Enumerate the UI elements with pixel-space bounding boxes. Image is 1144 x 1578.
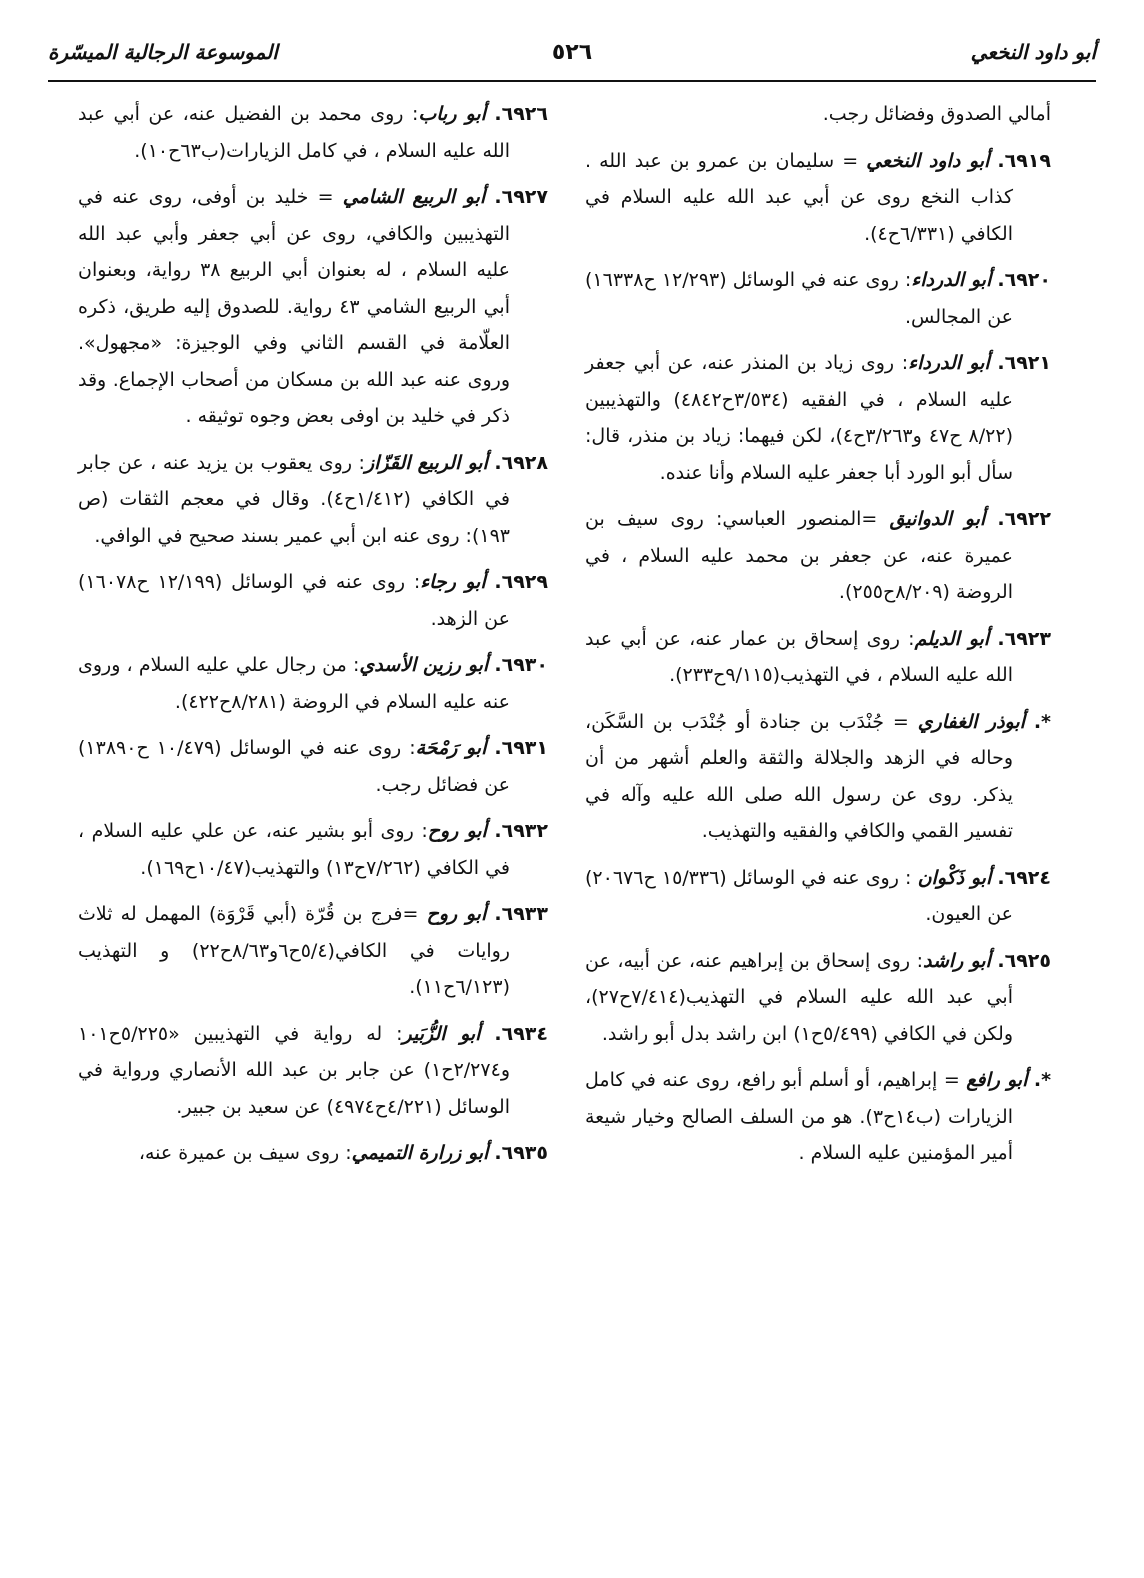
header-right-title: أبو داود النخعي [970,40,1096,64]
entry-name: أبو رباب [418,103,486,125]
entry-name: أبو داود النخعي [866,149,990,172]
entry-name: أبو الربيع الشامي [342,186,486,208]
entry-name: أبو رجاء [420,571,486,593]
entry-text: روى يعقوب بن يزيد عنه ، عن جابر في الكافي (١/٤١٢ح٤). وقال في معجم الثقات (ص ١٩٣): روى عنه ابن أبي عمير بسند صحيح في الوافي. [78,451,510,547]
entry-6932 [78,813,548,886]
entry-number: ٦٩٣١. [494,737,548,759]
entry-text: جُنْدَب بن جنادة أو جُنْدَب بن السَّكَن، وحاله في الزهد والجلالة والثقة والعلم أشهر من أن يذكر. روى عن رسول الله صلى الله عليه وآله في تفسير القمي والكافي والفقيه والتهذيب. [585,710,1013,842]
entry-text: إبراهيم، أو أسلم أبو رافع، روى عنه في كامل الزيارات (ب١٤ح٣). هو من السلف الصالح وخيار شيعة أمير المؤمنين عليه السلام . [585,1069,1014,1164]
entry-number: ٦٩٢٢. [997,508,1052,530]
entry-name: أبو الدرداء [908,352,990,374]
entry-text: روى زياد بن المنذر عنه، عن أبي جعفر عليه السلام ، في الفقيه (٣/٥٣٤ح٤٨٤٢) والتهذيبين (٨/٢٢ ح٤٧ و٣/٢٦٣ح٤)، لكن فيهما: زياد بن منذر، قال: سأل أبو الورد أبا جعفر عليه السلام وأنا عنده. [585,352,1013,484]
right-column [585,96,1051,1182]
entry-separator: : [403,103,419,125]
entry-separator: = [861,508,890,530]
entry-separator: : [898,866,918,889]
entry-6930 [78,647,548,720]
entry-name: أبو ذَكْوان [917,866,992,889]
entry-name: أبو رَمْحَة [415,737,487,759]
entry-name: أبو الدوانيق [889,508,986,530]
entry-6920 [585,262,1051,335]
entry-text: روى عنه في الوسائل (١٢/١٩٩ ح١٦٠٧٨) عن الزهد. [78,571,510,630]
entry-6925 [585,943,1051,1053]
entry-number: ٦٩٢٩. [494,571,548,593]
entry-separator: : [382,1022,403,1045]
entry-aburafi [585,1062,1051,1172]
entry-separator: = [402,903,427,925]
entry-abudhar [585,704,1051,850]
entry-separator: : [898,269,912,291]
entry-6933 [78,896,548,1006]
entry-text: روى عنه في الوسائل (١٥/٣٣٦ ح٢٠٦٧٦) عن العيون. [585,866,1013,925]
entry-separator: : [339,1142,352,1164]
entry-name: أبوذر الغفاري [917,710,1025,733]
entry-text: فرج بن قُرّة (أبي قَرْوَة) المهمل له ثلاث روايات في الكافي(٥/٤ح٦و٨/٦٣ح٢٢) و التهذيب (٦/١٢٣ح١١). [78,903,510,998]
entry-separator: : [401,737,416,759]
entry-separator: : [346,654,360,676]
entry-number: ٦٩٣٠. [494,654,548,676]
entry-name: أبو راشد [922,949,991,972]
entry-number: ٦٩٢٦. [494,103,548,125]
entry-separator: : [910,949,923,972]
entry-number: ٦٩٢٤. [997,866,1051,889]
entry-number: ٦٩٣٤. [494,1022,548,1045]
entry-separator: : [352,451,365,474]
entry-number: ٦٩٢٥. [997,949,1051,972]
entry-name: أبو زرارة التميمي [351,1142,489,1164]
entry-name: أبو روح [427,820,487,842]
entry-text: روى محمد بن الفضيل عنه، عن أبي عبد الله عليه السلام ، في كامل الزيارات(ب٦٣ح١٠). [78,103,510,162]
entry-number: ٦٩٢٣. [997,627,1051,650]
entry-name: أبو الزُّبَير [402,1022,481,1045]
entry-text: خليد بن أوفى، روى عنه في التهذيبين والكافي، روى عن أبي جعفر وأبي عبد الله عليه السلام ، له بعنوان أبي الربيع ٣٨ رواية، وبعنوان أبي الربيع الشامي ٤٣ رواية. للصدوق إليه طريق، ذكره العلّامة في القسم الثاني وفي الوجيزة: «مجهول». وروى عنه عبد الله بن مسكان من أصحاب الإجماع. وقد ذكر في خليد بن اوفى بعض وجوه توثيقه . [78,186,510,427]
entry-text: سليمان بن عمرو بن عبد الله . كذاب النخع روى عن أبي عبد الله عليه السلام في الكافي (٦/٣٣١ح٤). [585,149,1013,245]
entry-number: ٦٩٢٠. [997,269,1051,291]
entry-text: روى سيف بن عميرة عنه، [138,1142,340,1164]
entry-6926 [78,96,548,169]
entry-name: أبو الديلم [914,627,990,650]
entry-number: ٦٩٣٢. [494,820,548,842]
entry-text: روى إسحاق بن عمار عنه، عن أبي عبد الله عليه السلام ، في التهذيب(٩/١١٥ح٢٣٣). [585,627,1013,686]
entry-separator: = [937,1069,967,1091]
entry-continuation [585,96,1051,133]
left-column [78,96,548,1182]
entry-6934 [78,1016,548,1126]
header-divider [48,80,1096,82]
entry-separator: : [899,627,915,650]
entry-number: ٦٩٢١. [997,352,1051,374]
entry-6922 [585,501,1051,611]
entry-name: أبو الربيع القَزّاز [364,451,488,474]
page-header [48,30,1096,74]
entry-6919 [585,143,1051,253]
entry-text: أمالي الصدوق وفضائل رجب. [822,103,1051,125]
entry-6924 [585,860,1051,933]
entry-6929 [78,564,548,637]
entry-name: أبو رزين الأسدي [359,654,489,676]
entry-number: ٦٩٣٥. [494,1142,548,1164]
entry-name: أبو الدرداء [911,269,992,291]
entry-number: *. [1033,1069,1052,1091]
page-number: ٥٢٦ [551,39,593,65]
entry-separator: = [883,710,918,733]
entry-number: ٦٩١٩. [997,149,1051,172]
entry-separator: = [834,149,867,172]
entry-6931 [78,730,548,803]
entry-6921 [585,345,1051,491]
entry-name: أبو رافع [966,1069,1028,1091]
header-left-title: الموسوعة الرجالية الميسّرة [48,40,278,64]
entry-text: من رجال علي عليه السلام ، وروى عنه عليه السلام في الروضة (٨/٢٨١ح٤٢٢). [78,654,510,713]
entry-text: روى إسحاق بن إبراهيم عنه، عن أبيه، عن أبي عبد الله عليه السلام في التهذيب(٧/٤١٤ح٢٧)، ولكن في الكافي (٥/٤٩٩ح١) ابن راشد بدل أبو راشد. [585,949,1013,1045]
entry-separator: : [413,820,428,842]
entry-separator: = [308,186,343,208]
entry-number: ٦٩٣٣. [494,903,548,925]
entry-text: له رواية في التهذيبين «٥/٢٢٥ح١٠١ و٢/٢٧٤ح١) عن جابر بن عبد الله الأنصاري ورواية في الوسائل (٤/٢٢١ح٤٩٧٤) عن سعيد بن جبير. [78,1022,510,1118]
entry-number: ٦٩٢٨. [494,451,548,474]
entry-6923 [585,621,1051,694]
entry-separator: : [405,571,421,593]
entry-number: *. [1033,710,1051,733]
entry-text: روى عنه في الوسائل (١٠/٤٧٩ ح١٣٨٩٠) عن فضائل رجب. [78,737,510,796]
entry-6927 [78,179,548,435]
entry-text: روى عنه في الوسائل (١٢/٢٩٣ ح١٦٣٣٨) عن المجالس. [585,269,1013,328]
entry-text: المنصور العباسي: روى سيف بن عميرة عنه، عن جعفر بن محمد عليه السلام ، في الروضة (٨/٢٠٩ح٢٥٥). [585,508,1013,603]
entry-number: ٦٩٢٧. [494,186,548,208]
entry-6928 [78,445,548,555]
entry-separator: : [894,352,909,374]
entry-text: روى أبو بشير عنه، عن علي عليه السلام ، في الكافي (٧/٢٦٢ح١٣) والتهذيب(١٠/٤٧ح١٦٩). [78,820,510,879]
entry-6935 [78,1135,548,1172]
entry-name: أبو روح [426,903,487,925]
